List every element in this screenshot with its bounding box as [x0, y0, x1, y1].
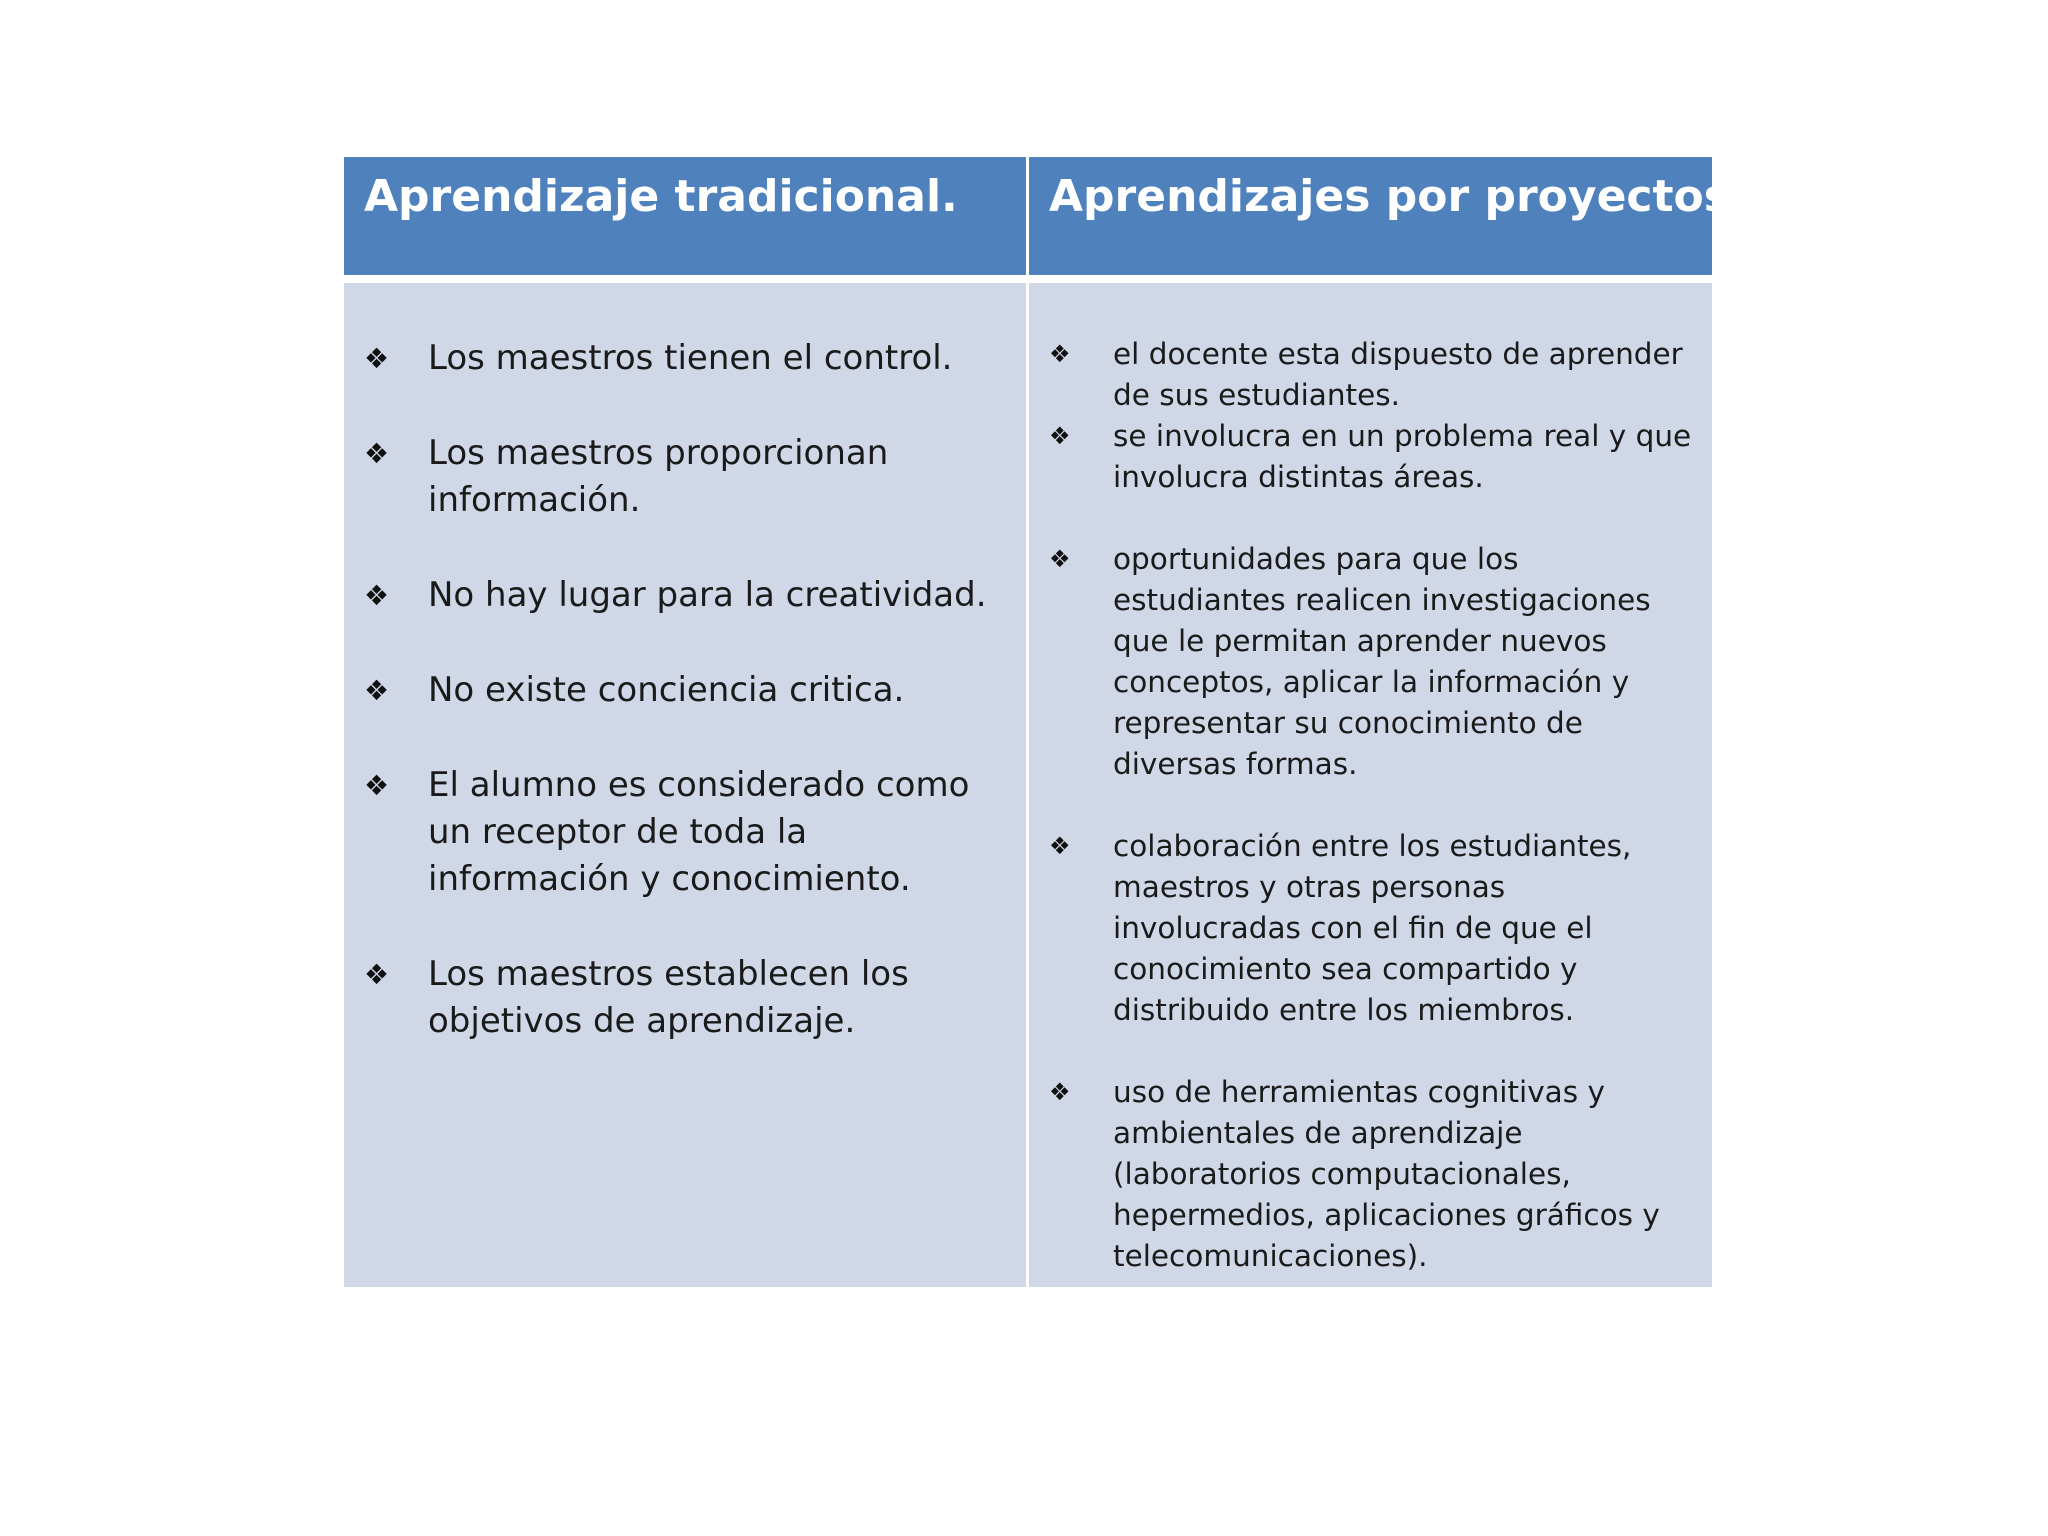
- project-learning-column: [1029, 283, 1712, 1287]
- list-item-text: Los maestros tienen el control.: [428, 338, 953, 378]
- diamond-bullet-icon: ❖: [1049, 1078, 1071, 1106]
- header-project-learning: [1029, 157, 1747, 275]
- list-item-text: El alumno es considerado como un receptor de toda la información y conocimiento.: [428, 765, 970, 899]
- list-item: [364, 572, 1012, 619]
- header-project-label: Aprendizajes por proyectos.: [1049, 171, 1747, 222]
- diamond-bullet-icon: ❖: [364, 579, 390, 612]
- diamond-bullet-icon: ❖: [364, 437, 390, 470]
- traditional-learning-list: [344, 283, 1026, 1045]
- diamond-bullet-icon: ❖: [1049, 545, 1071, 573]
- header-traditional-label: Aprendizaje tradicional.: [364, 171, 958, 222]
- diamond-bullet-icon: ❖: [364, 769, 390, 802]
- comparison-table: [344, 157, 1747, 1287]
- list-item: [364, 430, 1012, 524]
- list-item: [1049, 334, 1696, 416]
- list-item-text: No hay lugar para la creatividad.: [428, 575, 987, 615]
- project-learning-list: [1029, 283, 1712, 1277]
- list-item-text: oportunidades para que los estudiantes realicen investigaciones que le permitan aprender nuevos conceptos, aplicar la información y representar su conocimiento de diversas formas.: [1113, 542, 1651, 781]
- diamond-bullet-icon: ❖: [364, 342, 390, 375]
- list-item-text: No existe conciencia critica.: [428, 670, 905, 710]
- list-item-text: Los maestros establecen los objetivos de aprendizaje.: [428, 954, 909, 1041]
- list-item-text: uso de herramientas cognitivas y ambientales de aprendizaje (laboratorios computacionales, hepermedios, aplicaciones gráficos y telecomunicaciones).: [1113, 1075, 1660, 1273]
- list-item: [364, 667, 1012, 714]
- list-item: [364, 762, 1012, 903]
- list-item: [364, 951, 1012, 1045]
- diamond-bullet-icon: ❖: [1049, 422, 1071, 450]
- header-traditional-learning: [344, 157, 1026, 275]
- list-item: [364, 335, 1012, 382]
- diamond-bullet-icon: ❖: [1049, 340, 1071, 368]
- traditional-learning-column: [344, 283, 1026, 1287]
- diamond-bullet-icon: ❖: [364, 958, 390, 991]
- diamond-bullet-icon: ❖: [1049, 832, 1071, 860]
- diamond-bullet-icon: ❖: [364, 674, 390, 707]
- list-item-text: se involucra en un problema real y que involucra distintas áreas.: [1113, 419, 1692, 494]
- list-item-text: colaboración entre los estudiantes, maestros y otras personas involucradas con el fin de que el conocimiento sea compartido y distribuido entre los miembros.: [1113, 829, 1632, 1027]
- list-item: [1049, 416, 1696, 498]
- list-item: [1049, 826, 1696, 1031]
- list-item-text: el docente esta dispuesto de aprender de sus estudiantes.: [1113, 337, 1683, 412]
- list-item: [1049, 539, 1696, 785]
- list-item: [1049, 1072, 1696, 1277]
- list-item-text: Los maestros proporcionan información.: [428, 433, 889, 520]
